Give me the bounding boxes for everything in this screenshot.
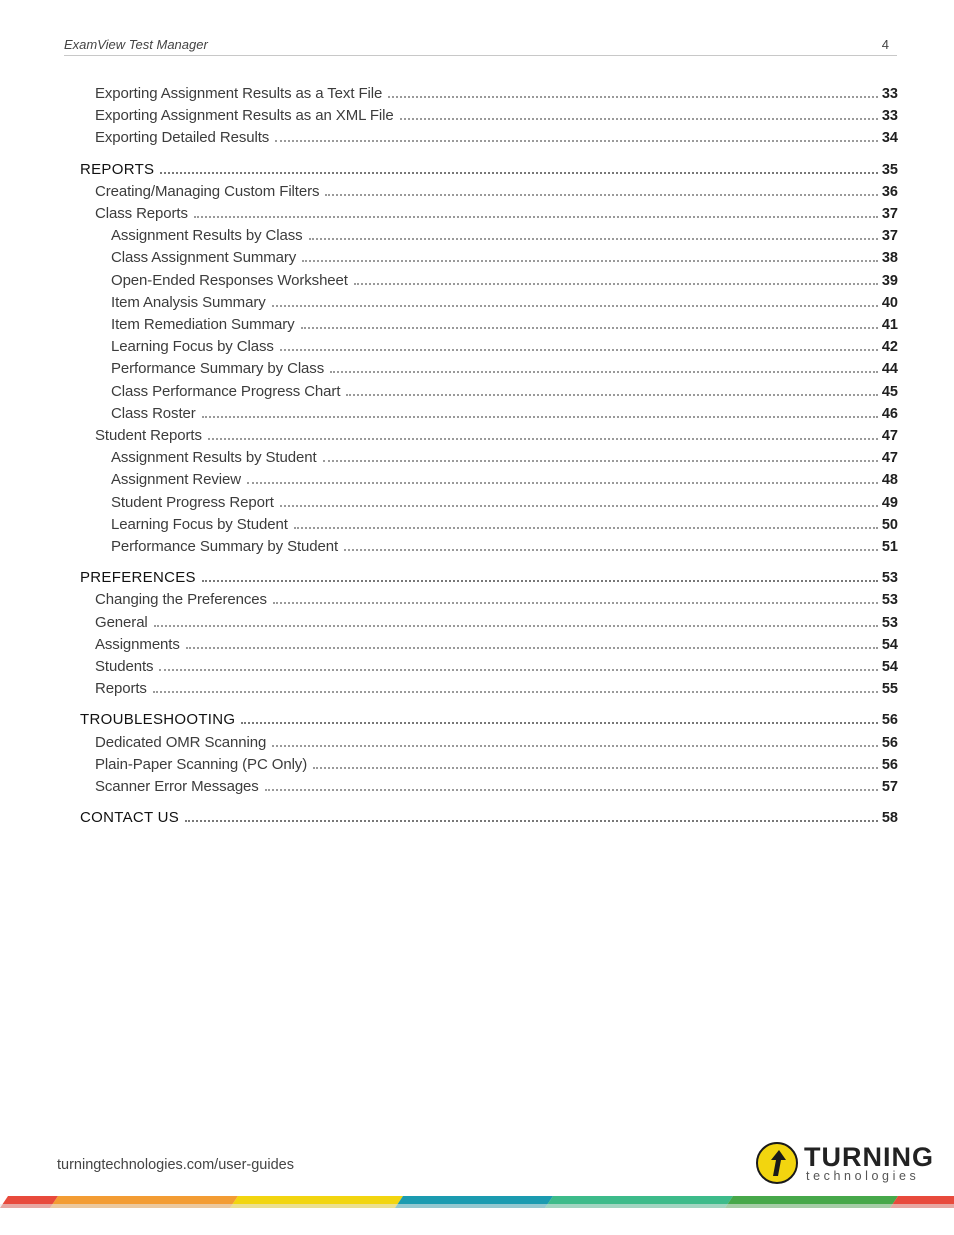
toc-entry-label: Class Performance Progress Chart — [111, 382, 341, 400]
toc-entry-page: 42 — [881, 339, 898, 356]
dot-leader — [202, 416, 878, 418]
dot-leader — [272, 745, 878, 747]
dot-leader — [241, 722, 878, 724]
toc-entry[interactable] — [111, 246, 898, 266]
toc-entry-label: Exporting Assignment Results as an XML File — [95, 107, 394, 125]
dot-leader — [301, 327, 878, 329]
toc-entry-page: 51 — [881, 539, 898, 555]
toc-entry-page: 56 — [881, 756, 898, 773]
toc-entry[interactable] — [95, 655, 898, 675]
toc-entry-page: 40 — [881, 294, 898, 311]
dot-leader — [323, 460, 878, 462]
dot-leader — [400, 118, 878, 120]
toc-entry-label: Assignment Results by Student — [111, 449, 317, 467]
toc-entry-page: 47 — [881, 450, 898, 467]
toc-entry-page: 50 — [881, 516, 898, 533]
dot-leader — [294, 527, 878, 529]
toc-entry[interactable] — [111, 468, 898, 488]
dot-leader — [344, 549, 878, 551]
toc-entry[interactable] — [95, 611, 898, 631]
toc-entry-page: 47 — [881, 428, 898, 444]
toc-entry-page: 54 — [881, 636, 898, 653]
dot-leader — [194, 216, 878, 218]
toc-entry-label: PREFERENCES — [80, 569, 196, 587]
toc-entry[interactable] — [111, 380, 898, 400]
toc-entry[interactable] — [95, 775, 898, 795]
toc-entry-label: Class Assignment Summary — [111, 249, 297, 267]
dot-leader — [265, 789, 878, 791]
toc-entry[interactable] — [111, 446, 898, 466]
turning-arrow-icon — [756, 1142, 798, 1184]
toc-entry-label: Plain-Paper Scanning (PC Only) — [95, 755, 308, 773]
dot-leader — [280, 505, 878, 507]
toc-entry-label: Assignment Results by Class — [111, 227, 303, 245]
toc-entry-label: General — [95, 613, 148, 631]
dot-leader — [275, 140, 878, 142]
toc-entry-label: Assignments — [95, 635, 180, 653]
toc-entry[interactable] — [95, 424, 898, 444]
dot-leader — [354, 283, 878, 285]
toc-entry[interactable] — [111, 224, 898, 244]
toc-entry-page: 35 — [881, 161, 898, 178]
toc-entry-label: Item Analysis Summary — [111, 293, 266, 311]
toc-section-heading[interactable] — [80, 566, 898, 586]
dot-leader — [273, 602, 878, 604]
toc-entry-page: 34 — [881, 130, 898, 147]
document-title: ExamView Test Manager — [64, 37, 208, 52]
toc-entry[interactable] — [95, 753, 898, 773]
toc-entry-label: Performance Summary by Student — [111, 538, 339, 555]
toc-entry-page: 36 — [881, 183, 898, 200]
dot-leader — [325, 194, 877, 196]
toc-entry-page: 37 — [881, 228, 898, 245]
toc-entry[interactable] — [95, 180, 898, 200]
turning-technologies-logo — [756, 1140, 934, 1188]
toc-entry-page: 53 — [881, 570, 898, 587]
dot-leader — [202, 580, 878, 582]
dot-leader — [160, 172, 878, 174]
toc-entry-page: 53 — [881, 614, 898, 631]
toc-entry-label: Changing the Preferences — [95, 591, 267, 609]
toc-entry-page: 53 — [881, 592, 898, 609]
toc-entry-page: 48 — [881, 472, 898, 489]
toc-entry[interactable] — [95, 633, 898, 653]
toc-entry-label: Item Remediation Summary — [111, 316, 295, 333]
toc-entry-label: Performance Summary by Class — [111, 360, 325, 378]
toc-entry-label: Students — [95, 658, 154, 675]
toc-entry[interactable] — [95, 202, 898, 222]
toc-section-heading[interactable] — [80, 806, 898, 826]
toc-entry-page: 49 — [881, 494, 898, 511]
toc-entry-label: Open-Ended Responses Worksheet — [111, 271, 348, 289]
toc-entry[interactable] — [111, 513, 898, 533]
dot-leader — [154, 625, 878, 627]
toc-entry-label: Student Reports — [95, 427, 202, 444]
toc-entry-page: 54 — [881, 659, 898, 675]
toc-entry-label: Student Progress Report — [111, 493, 274, 511]
toc-entry-page: 56 — [881, 734, 898, 751]
toc-entry-label: REPORTS — [80, 160, 155, 178]
toc-entry[interactable] — [111, 269, 898, 289]
dot-leader — [153, 691, 878, 693]
logo-subword: technologies — [806, 1169, 920, 1183]
toc-entry-label: Assignment Review — [111, 471, 242, 489]
toc-section-heading[interactable] — [80, 158, 898, 178]
toc-entry-page: 37 — [881, 206, 898, 222]
toc-entry[interactable] — [95, 731, 898, 751]
page-header — [64, 37, 897, 56]
toc-entry-page: 44 — [881, 361, 898, 378]
footer-url[interactable]: turningtechnologies.com/user-guides — [57, 1157, 294, 1173]
dot-leader — [185, 820, 878, 822]
toc-entry[interactable] — [111, 313, 898, 333]
toc-entry-page: 57 — [881, 779, 898, 795]
dot-leader — [186, 647, 878, 649]
toc-entry-page: 33 — [881, 108, 898, 125]
toc-entry[interactable] — [111, 291, 898, 311]
toc-entry-label: Exporting Assignment Results as a Text File — [95, 85, 383, 102]
toc-entry-page: 45 — [881, 383, 898, 400]
toc-entry-label: Learning Focus by Student — [111, 515, 288, 533]
toc-entry-page: 55 — [881, 681, 898, 698]
dot-leader — [313, 767, 878, 769]
toc-entry-label: Class Roster — [111, 404, 196, 422]
toc-entry-label: Exporting Detailed Results — [95, 129, 270, 147]
toc-entry-label: Creating/Managing Custom Filters — [95, 182, 320, 200]
page-number: 4 — [881, 37, 889, 52]
toc-entry[interactable] — [111, 402, 898, 422]
toc-entry-page: 38 — [881, 250, 898, 267]
toc-entry[interactable] — [95, 126, 898, 146]
dot-leader — [346, 394, 877, 396]
toc-entry[interactable] — [111, 335, 898, 355]
toc-entry[interactable] — [111, 357, 898, 377]
toc-entry-label: Class Reports — [95, 205, 188, 222]
toc-entry-label: Scanner Error Messages — [95, 778, 259, 795]
toc-entry-page: 56 — [881, 712, 898, 729]
dot-leader — [302, 260, 878, 262]
toc-entry-page: 58 — [881, 810, 898, 827]
toc-entry-page: 46 — [881, 405, 898, 422]
toc-entry[interactable] — [95, 588, 898, 608]
toc-entry-label: CONTACT US — [80, 809, 180, 827]
toc-entry[interactable] — [111, 491, 898, 511]
logo-word: TURNING — [804, 1142, 934, 1172]
toc-entry-page: 41 — [881, 317, 898, 333]
dot-leader — [388, 96, 878, 98]
toc-entry[interactable] — [95, 82, 898, 102]
toc-entry-label: Dedicated OMR Scanning — [95, 733, 267, 751]
stripe-shadow — [0, 1204, 954, 1208]
toc-entry-label: Learning Focus by Class — [111, 338, 274, 356]
toc-entry-page: 39 — [881, 272, 898, 289]
toc-entry-label: Reports — [95, 680, 147, 698]
dot-leader — [208, 438, 878, 440]
dot-leader — [247, 482, 878, 484]
toc-section-heading[interactable] — [80, 708, 898, 728]
toc-entry-page: 33 — [881, 86, 898, 102]
toc-entry[interactable] — [95, 104, 898, 124]
dot-leader — [272, 305, 878, 307]
dot-leader — [309, 238, 878, 240]
dot-leader — [330, 371, 878, 373]
toc-entry[interactable] — [111, 535, 898, 555]
dot-leader — [280, 349, 878, 351]
dot-leader — [159, 669, 877, 671]
toc-entry[interactable] — [95, 677, 898, 697]
footer-color-stripe — [0, 1196, 954, 1208]
toc-entry-label: TROUBLESHOOTING — [80, 711, 236, 729]
